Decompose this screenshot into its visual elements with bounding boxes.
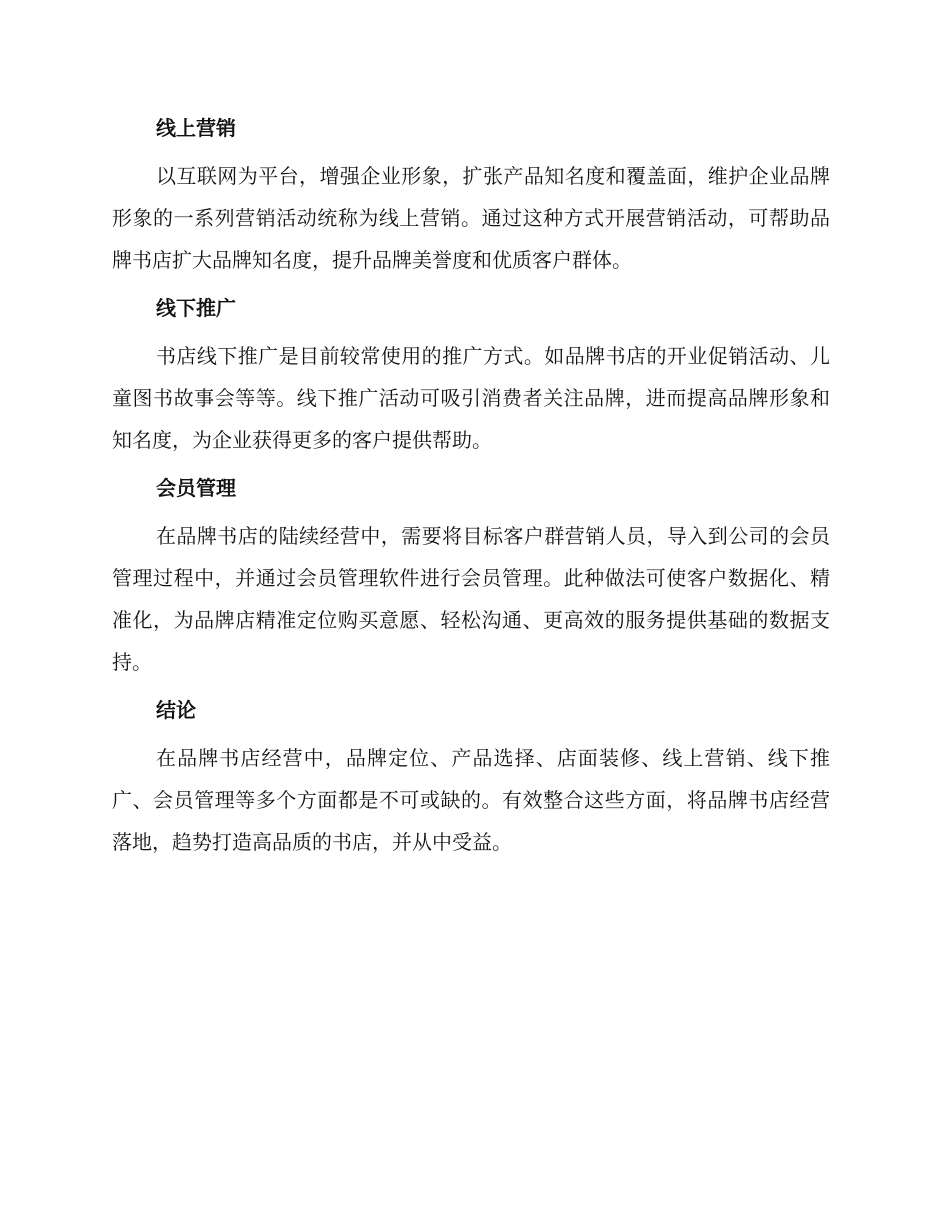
section-heading: 结论 xyxy=(156,698,196,722)
section-paragraph: 在品牌书店经营中，品牌定位、产品选择、店面装修、线上营销、线下推广、会员管理等多个方面都是不可或缺的。有效整合这些方面，将品牌书店经营落地，趋势打造高品质的书店，并从中受益。 xyxy=(112,746,830,854)
section-paragraph: 在品牌书店的陆续经营中，需要将目标客户群营销人员，导入到公司的会员管理过程中，并通过会员管理软件进行会员管理。此种做法可使客户数据化、精准化，为品牌店精准定位购买意愿、轻松沟通、更高效的服务提供基础的数据支持。 xyxy=(112,524,830,674)
section-heading: 线下推广 xyxy=(156,296,236,320)
document-body xyxy=(112,108,832,870)
section-heading: 会员管理 xyxy=(156,476,236,500)
section-paragraph: 以互联网为平台，增强企业形象，扩张产品知名度和覆盖面，维护企业品牌形象的一系列营销活动统称为线上营销。通过这种方式开展营销活动，可帮助品牌书店扩大品牌知名度，提升品牌美誉度和优质客户群体。 xyxy=(112,164,830,272)
section-online-marketing xyxy=(112,108,832,281)
section-heading: 线上营销 xyxy=(156,116,236,140)
section-offline-promotion xyxy=(112,288,832,461)
section-conclusion xyxy=(112,690,832,863)
section-member-management xyxy=(112,468,832,683)
section-paragraph: 书店线下推广是目前较常使用的推广方式。如品牌书店的开业促销活动、儿童图书故事会等等。线下推广活动可吸引消费者关注品牌，进而提高品牌形象和知名度，为企业获得更多的客户提供帮助。 xyxy=(112,344,830,452)
